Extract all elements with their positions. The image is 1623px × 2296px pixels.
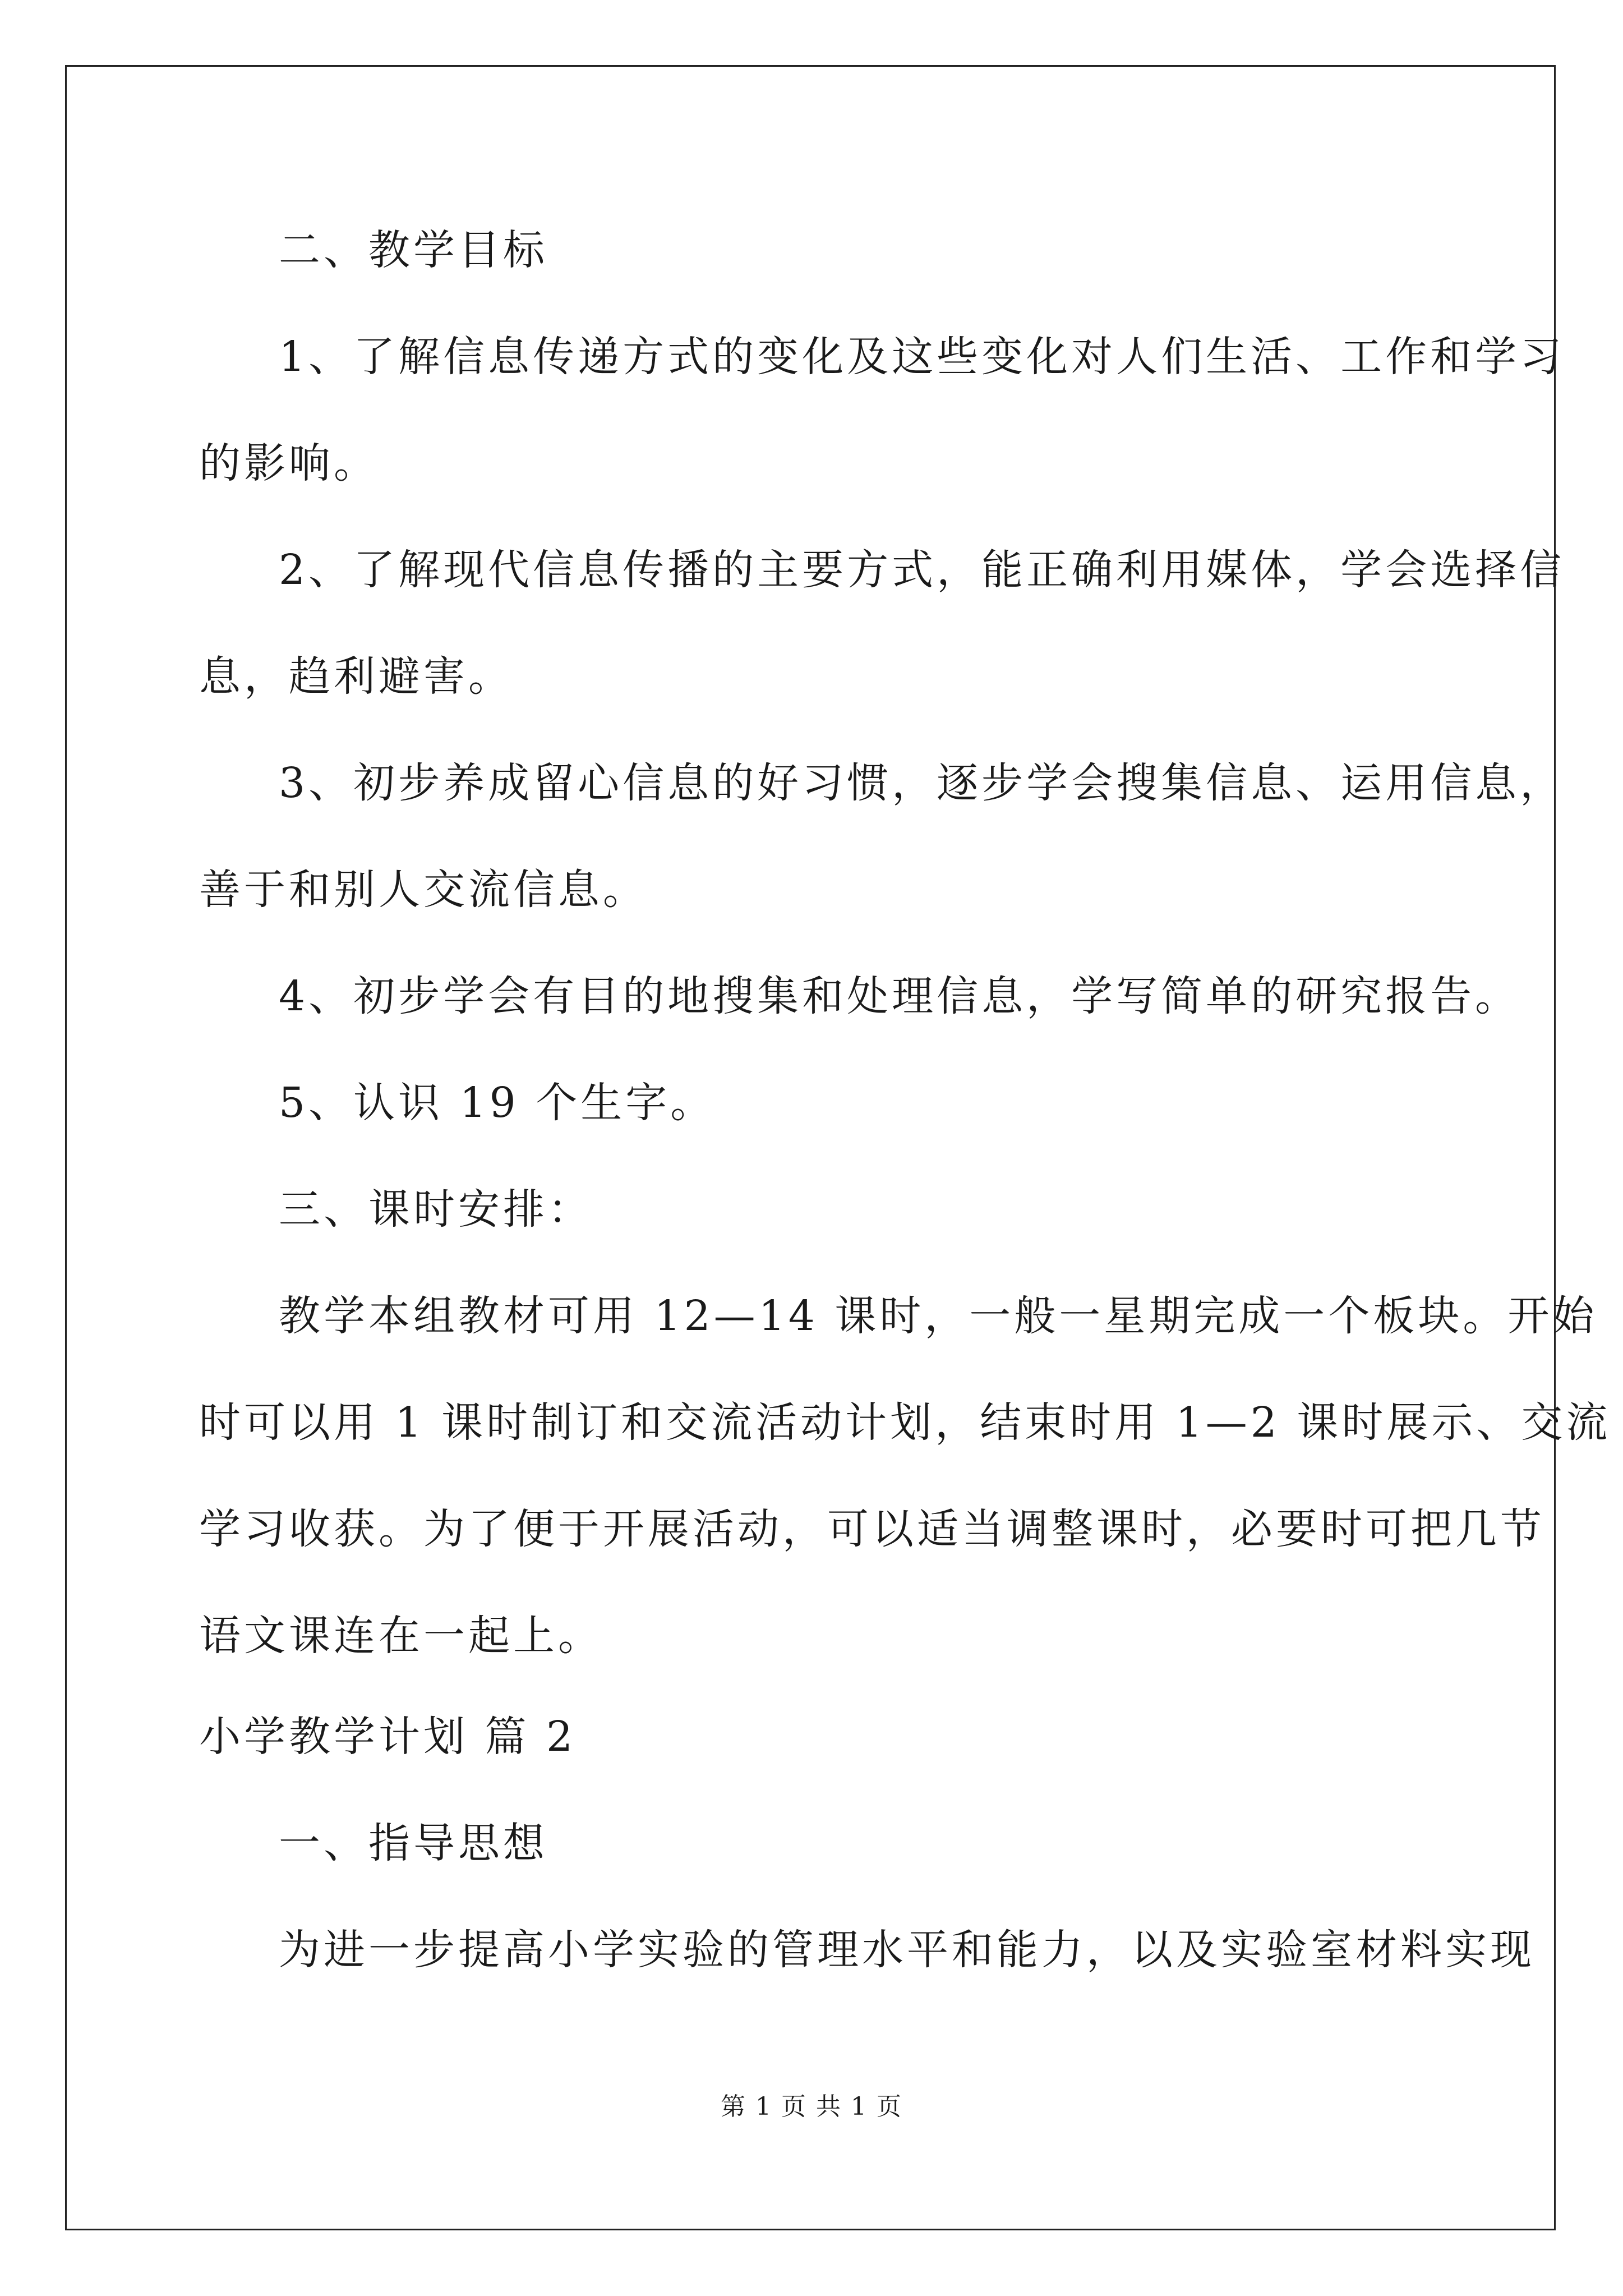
paragraph-line: 3、初步养成留心信息的好习惯，逐步学会搜集信息、运用信息， <box>279 759 1565 807</box>
paragraph-line: 的影响。 <box>199 439 379 487</box>
section-heading-teaching-goals: 二、教学目标 <box>279 226 548 274</box>
paragraph-line: 4、初步学会有目的地搜集和处理信息，学写简单的研究报告。 <box>279 972 1520 1020</box>
paragraph-line: 5、认识 19 个生字。 <box>279 1079 716 1127</box>
paragraph-line: 善于和别人交流信息。 <box>199 866 648 914</box>
paragraph-line: 教学本组教材可用 12—14 课时，一般一星期完成一个板块。开始 <box>279 1292 1598 1340</box>
paragraph-line: 为进一步提高小学实验的管理水平和能力，以及实验室材料实现 <box>279 1926 1535 1974</box>
section-heading-schedule: 三、课时安排： <box>279 1185 593 1234</box>
section-heading-guiding-thought: 一、指导思想 <box>279 1819 548 1867</box>
paragraph-line: 2、了解现代信息传播的主要方式，能正确利用媒体，学会选择信 <box>279 546 1565 594</box>
page-footer: 第 1 页 共 1 页 <box>721 2092 902 2121</box>
paragraph-line: 时可以用 1 课时制订和交流活动计划，结束时用 1—2 课时展示、交流 <box>199 1398 1611 1447</box>
paragraph-line: 学习收获。为了便于开展活动，可以适当调整课时，必要时可把几节 <box>199 1505 1545 1553</box>
paragraph-line: 1、了解信息传递方式的变化及这些变化对人们生活、工作和学习 <box>279 333 1565 381</box>
article-title: 小学教学计划 篇 2 <box>199 1713 577 1761</box>
paragraph-line: 语文课连在一起上。 <box>199 1612 603 1660</box>
paragraph-line: 息，趋利避害。 <box>199 652 513 701</box>
page-border <box>65 65 1556 2230</box>
